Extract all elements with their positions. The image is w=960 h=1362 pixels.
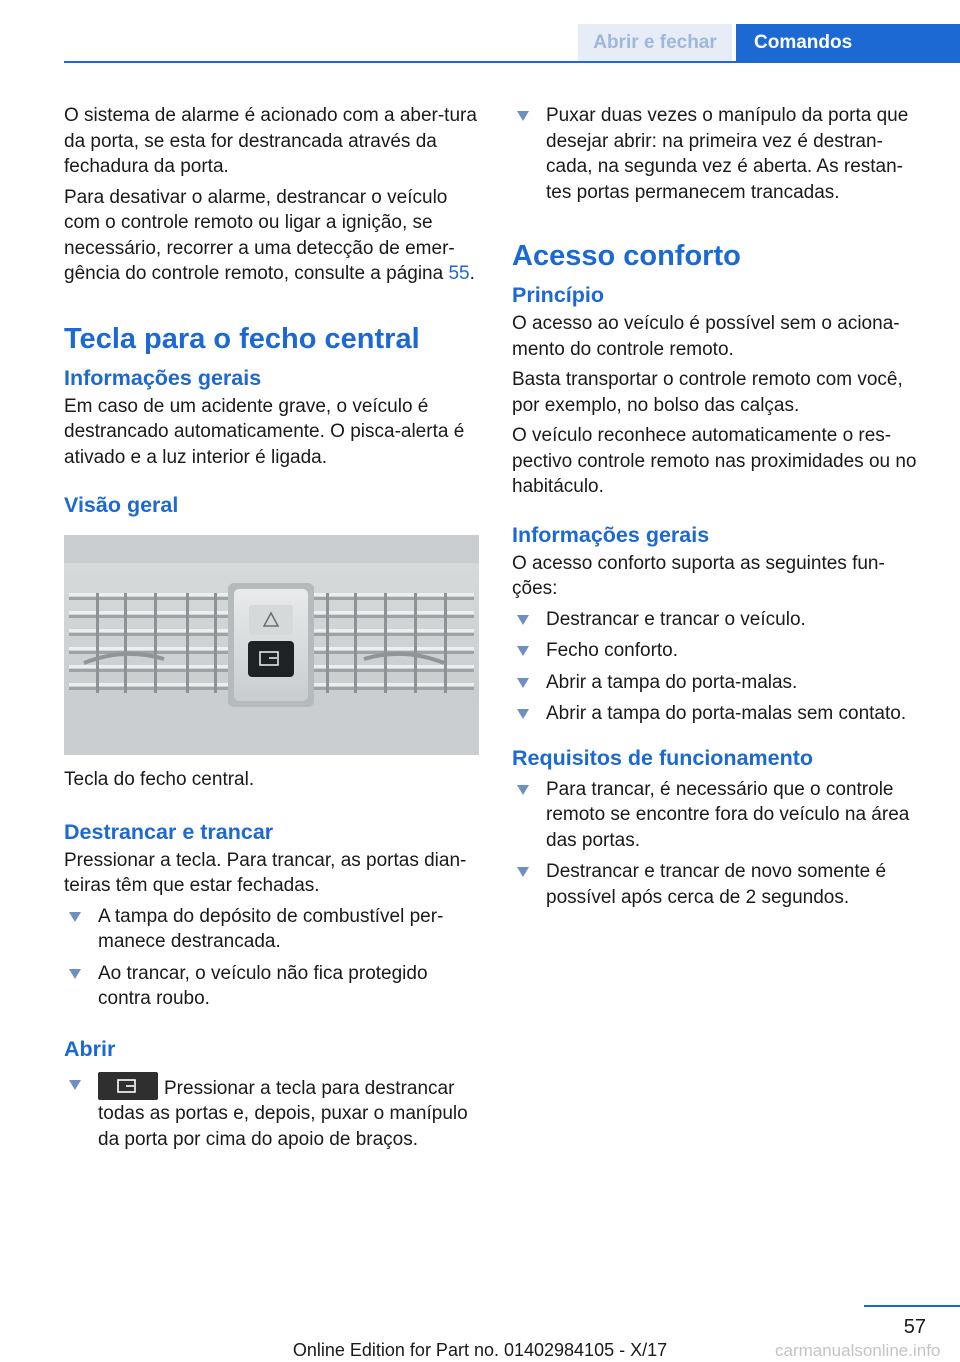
edition-line: Online Edition for Part no. 01402984105 - X/17 xyxy=(292,1340,668,1360)
list-item-text: Abrir a tampa do porta-malas. xyxy=(546,671,798,693)
principle-paragraph-3: O veículo reconhece automaticamente o res-pectivo controle remoto nas proximidades ou no habitáculo. xyxy=(512,425,917,497)
general-info-text-right: O acesso conforto suporta as seguintes fun-ções: xyxy=(512,552,885,599)
vent-panel-illustration xyxy=(64,535,479,755)
list-item-text: Pressionar a tecla para destrancar todas as portas e, depois, puxar o manípulo da porta por cima do apoio de braços. xyxy=(98,1077,468,1150)
list-item xyxy=(512,670,928,696)
heading-principle: Princípio xyxy=(512,283,604,307)
right-column xyxy=(512,103,928,916)
page-number: 57 xyxy=(903,1316,926,1338)
list-item xyxy=(512,859,928,910)
watermark: carmanualsonline.info xyxy=(775,1341,941,1360)
heading-central-lock: Tecla para o fecho central xyxy=(64,322,420,355)
requirements-list xyxy=(512,777,928,911)
page-link[interactable]: 55 xyxy=(448,263,470,284)
central-lock-button-photo xyxy=(64,535,479,755)
heading-general-info-right: Informações gerais xyxy=(512,522,710,547)
bullet-triangle-icon xyxy=(69,1080,81,1090)
heading-general-info: Informações gerais xyxy=(64,365,262,390)
unlock-lock-text: Pressionar a tecla. Para trancar, as portas dian-teiras têm que estar fechadas. xyxy=(64,849,467,896)
intro-paragraph-1: O sistema de alarme é acionado com a aber-tura da porta, se esta for destrancada através da fechadura da porta. xyxy=(64,105,477,177)
heading-requirements: Requisitos de funcionamento xyxy=(512,745,814,770)
bullet-triangle-icon xyxy=(517,111,529,121)
bullet-triangle-icon xyxy=(517,615,529,625)
figure-caption: Tecla do fecho central. xyxy=(64,769,255,790)
list-item xyxy=(64,1068,482,1153)
unlock-lock-list xyxy=(64,904,482,1012)
intro-paragraph-2 xyxy=(64,185,482,287)
open-list xyxy=(64,1068,482,1153)
list-item-text: Destrancar e trancar de novo somente é possível após cerca de 2 segundos. xyxy=(546,861,887,908)
bullet-triangle-icon xyxy=(517,867,529,877)
list-item xyxy=(512,701,928,727)
list-item-text: Puxar duas vezes o manípulo da porta que desejar abrir: na primeira vez é destran-cada, na segunda vez é aberta. As restan-tes portas permanecem trancadas. xyxy=(546,105,909,203)
list-item-text: Abrir a tampa do porta-malas sem contato. xyxy=(546,703,907,724)
left-column xyxy=(64,103,482,1158)
list-item xyxy=(512,103,928,205)
list-item xyxy=(512,638,928,664)
page-header xyxy=(0,0,960,62)
bullet-triangle-icon xyxy=(69,969,81,979)
chapter-tab[interactable]: Comandos xyxy=(736,24,960,61)
intro-paragraph-2-end: . xyxy=(469,263,475,284)
heading-comfort-access: Acesso conforto xyxy=(512,240,741,272)
list-item-text: Para trancar, é necessário que o controle remoto se encontre fora do veículo na área das portas. xyxy=(546,778,910,851)
list-item-text: Ao trancar, o veículo não fica protegido contra roubo. xyxy=(98,962,428,1009)
list-item-text: Destrancar e trancar o veículo. xyxy=(546,608,806,630)
list-item xyxy=(64,904,482,955)
principle-paragraph-2: Basta transportar o controle remoto com você, por exemplo, no bolso das calças. xyxy=(512,369,903,416)
open-list-continued xyxy=(512,103,928,205)
principle-paragraph-1: O acesso ao veículo é possível sem o aciona-mento do controle remoto. xyxy=(512,313,900,360)
list-item xyxy=(512,607,928,633)
bullet-triangle-icon xyxy=(517,709,529,719)
heading-open: Abrir xyxy=(64,1036,116,1061)
list-item xyxy=(512,777,928,854)
list-item xyxy=(64,961,482,1012)
bullet-triangle-icon xyxy=(517,785,529,795)
section-tab[interactable]: Abrir e fechar xyxy=(578,24,732,61)
list-item-text: Fecho conforto. xyxy=(546,640,679,661)
heading-unlock-lock: Destrancar e trancar xyxy=(64,819,274,844)
footer-rule xyxy=(864,1305,960,1307)
unlock-key-icon xyxy=(98,1072,158,1100)
intro-paragraph-2-text: Para desativar o alarme, destrancar o veículo com o controle remoto ou ligar a ignição, se necessário, recorrer a uma detecção de emer-gência do controle remoto, consulte a página xyxy=(64,186,455,284)
bullet-triangle-icon xyxy=(517,678,529,688)
bullet-triangle-icon xyxy=(69,912,81,922)
list-item-text: A tampa do depósito de combustível per-manece destrancada. xyxy=(98,905,444,952)
functions-list xyxy=(512,607,928,727)
heading-overview: Visão geral xyxy=(64,493,179,517)
bullet-triangle-icon xyxy=(517,646,529,656)
general-info-text: Em caso de um acidente grave, o veículo é destrancado automaticamente. O pisca-alerta é ativado e a luz interior é ligada. xyxy=(64,395,465,468)
header-rule xyxy=(64,61,960,63)
